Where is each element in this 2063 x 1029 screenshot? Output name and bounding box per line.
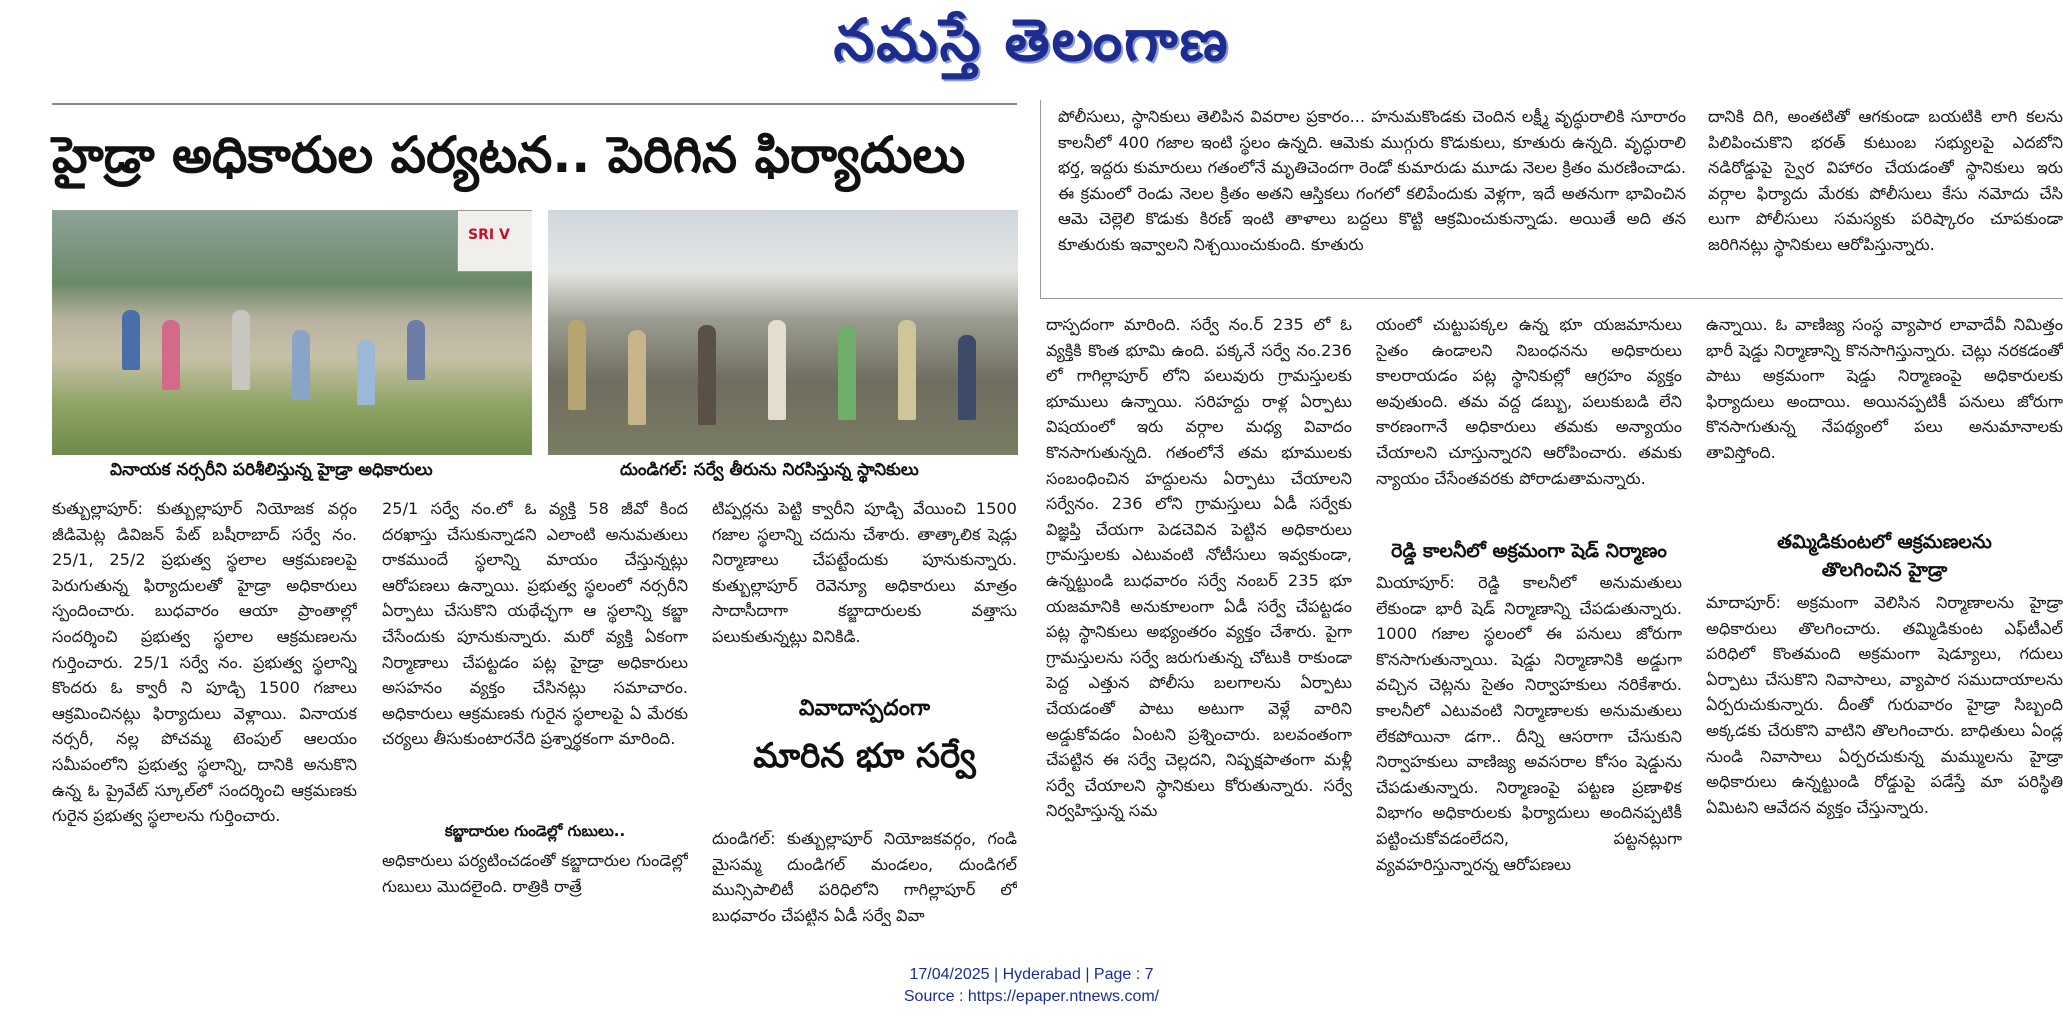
survey-headline: మారిన భూ సర్వే: [753, 736, 976, 776]
page-footer: [0, 964, 2063, 1008]
newspaper-logo: నమస్తే తెలంగాణ: [833, 6, 1230, 74]
nursery-signboard: SRI V: [457, 210, 532, 272]
survey-column-1: దుండిగల్: కుత్బుల్లాపూర్ నియోజకవర్గం, గండి మైసమ్మ దుండిగల్ మండలం, దుండిగల్ మున్సిపాలిటీ పరిధిలోని గాగిల్లాపూర్ లో బుధవారం చేపట్టిన ఏడీ సర్వే వివా: [712, 829, 1017, 925]
sub-heading-small: కబ్జాదారుల గుండెల్లో గుబులు..: [444, 822, 626, 840]
survey-kicker: వివాదాస్పదంగా: [798, 696, 931, 721]
continued-article-col1: పోలీసులు, స్థానికులు తెలిపిన వివరాల ప్రకారం... హనుమకొండకు చెందిన లక్ష్మీ వృద్ధురాలికి సూరారం కాలనీలో 400 గజాల ఇంటి స్థలం ఉన్నది. ఆమెకు ముగ్గురు కొడుకులు, కూతురు ఉన్నది. వృద్ధురాలి భర్త, ఇద్దరు కుమారులు గతంలోనే మృతిచెందగా రెండో కుమారుడు మూడు నెలల క్రితం మరణించాడు. ఈ క్రమంలో రెండు నెలల క్రితం అతని ఆస్తికలు గంగలో కలిపేందుకు వెళ్లగా, ఇదే అతనుగా భావించిన ఆమె చెల్లెలి కొడుకు కిరణ్ ఇంటి తాళాలు బద్దలు కొట్టి ఆక్రమించుకున్నాడు. అయితే అది తన కూతురుకు ఇవ్వాలని నిశ్చయించుకుంది. కూతురు: [1058, 107, 1686, 254]
survey-column-2: దాస్పదంగా మారింది. సర్వే నం.ర్ 235 లో ఓ వ్యక్తికి కొంత భూమి ఉంది. పక్కనే సర్వే నం.236 లో గాగిల్లాపూర్ లోని పలువురు గ్రామస్తులకు భూములు ఉన్నాయి. సరిహద్దు రాళ్ల ఏర్పాటు విషయంలో ఇరు వర్గాల మధ్య వివాదం కొనసాగుతున్నది. గతంలోనే తమ భూములకు సంబంధించిన హద్దులను ఏర్పాటు చేయాలని సర్వేనం. 236 లోని గ్రామస్తులు ఏడీ సర్వేకు విజ్ఞప్తి చేయగా పెడచెవిన పెట్టిన అధికారులు గ్రామస్తులకు ఎటువంటి నోటీసులు ఇవ్వకుండా, ఉన్నట్టుండి బుధవారం సర్వే నంబర్ 235 భూ యజమానికి అనుకూలంగా ఏడీ సర్వే చేపట్టడం పట్ల స్థానికులు అభ్యంతరం వ్యక్తం చేశారు. పైగా గ్రామస్తులను సర్వే జరుగుతున్న చోటుకి రాకుండా పెద్ద ఎత్తున పోలీసు బలగాలను ఏర్పాటు చేయడంతో పాటు అటుగా వెళ్లే వారిని అడ్డుకోవడం ఏంటని ప్రశ్నించారు. బలవంతంగా చేపట్టిన ఈ సర్వే చెల్లదని, నిష్పక్షపాతంగా మళ్లీ సర్వే చేయాలని స్థానికులు కోరుతున్నారు. సర్వే నిర్వహిస్తున్న సమ: [1046, 315, 1352, 821]
article-column-2b: అధికారులు పర్యటించడంతో కబ్జాదారుల గుండెల్లో గుబులు మొదలైంది. రాత్రికి రాత్రే: [382, 851, 688, 896]
photo-caption-1: వినాయక నర్సరీని పరిశీలిస్తున్న హైడ్రా అధికారులు: [110, 460, 433, 480]
article-headline: హైడ్రా అధికారుల పర్యటన.. పెరిగిన ఫిర్యాదులు: [52, 126, 966, 184]
photo-survey-protest: [548, 210, 1018, 455]
photo-caption-2: దుండిగల్: సర్వే తీరును నిరసిస్తున్న స్థానికులు: [620, 460, 919, 480]
divider: [52, 103, 1017, 105]
article-column-2: 25/1 సర్వే నం.లో ఓ వ్యక్తి 58 జీవో కింద దరఖాస్తు చేసుకున్నాడని ఎలాంటి అనుమతులు రాకముందే స్థలాన్ని మాయం చేస్తున్నట్లు ఆరోపణలు ఉన్నాయి. ప్రభుత్వ స్థలంలో నర్సరీని ఏర్పాటు చేసుకొని యథేచ్ఛగా ఆ స్థలాన్ని కబ్జా చేసేందుకు పూనుకున్నారు. మరో వ్యక్తి ఏకంగా నిర్మాణాలు చేపట్టడం పట్ల హైడ్రా అధికారులు అసహనం వ్యక్తం చేసినట్లు సమాచారం. అధికారులు ఆక్రమణకు గురైన స్థలాలపై ఏ మేరకు చర్యలు తీసుకుంటారనేది ప్రశ్నార్థకంగా మారింది.: [382, 499, 688, 749]
edition-info: 17/04/2025 | Hyderabad | Page : 7: [909, 966, 1154, 983]
shed-continued: ఉన్నాయి. ఓ వాణిజ్య సంస్థ వ్యాపార లావాదేవీ నిమిత్తం భారీ షెడ్డు నిర్మాణాన్ని కొనసాగిస్తున్నారు. చెట్లు నరకడంతో పాటు అక్రమంగా షెడ్డు నిర్మాణంపై అధికారులకు ఫిర్యాదులు అందాయి. అయినప్పటికీ పనులు జోరుగా కొనసాగుతున్న నేపథ్యంలో పలు అనుమానాలకు తావిస్తోంది.: [1706, 315, 2063, 462]
shed-headline: రెడ్డి కాలనీలో అక్రమంగా షెడ్ నిర్మాణం: [1391, 540, 1667, 562]
masthead: [0, 0, 2063, 90]
continued-article-col2: దానికి దిగి, అంతటితో ఆగకుండా బయటికి లాగి కలను పిలిపించుకొని భరత్ కుటుంబ సభ్యులపై ఎదబోని నడిరోడ్డుపై స్వైర విహారం చేయడంతో స్థానికులు ఇరు వర్గాల ఫిర్యాదు మేరకు పోలీసులు కేసు నమోదు చేసి లుగా పోలీసులు సమస్యకు పరిష్కారం చూపకుండా జరిగినట్లు స్థానికులు ఆరోపిస్తున్నారు.: [1708, 107, 2063, 254]
shed-body: మియాపూర్: రెడ్డి కాలనీలో అనుమతులు లేకుండా భారీ షెడ్ నిర్మాణాన్ని చేపడుతున్నారు. 1000 గజాల స్థలంలో ఈ పనులు జోరుగా కొనసాగుతున్నాయి. షెడ్డు నిర్మాణానికి అడ్డుగా వచ్చిన చెట్లను సైతం నిర్వాహకులు నరికేశారు. కాలనీలో ఎటువంటి నిర్మాణాలకు అనుమతులు లేకపోయినా డగా.. దీన్ని ఆసరాగా చేసుకుని నిర్వాహకులు వాణిజ్య అవసరాల కోసం షెడ్డును చేపడుతున్నారు. నిర్మాణంపై పట్టణ ప్రణాళిక విభాగం అధికారులకు ఫిర్యాదులు అందినప్పటికీ పట్టించుకోవడంలేదని, పట్టనట్లుగా వ్యవహరిస్తున్నారన్న ఆరోపణలు: [1376, 573, 1682, 874]
photo-nursery-inspection: [52, 210, 532, 455]
article-column-1: కుత్బుల్లాపూర్: కుత్బుల్లాపూర్ నియోజక వర్గం జీడిమెట్ల డివిజన్ పేట్ బషీరాబాద్ సర్వే నం. 25/1, 25/2 ప్రభుత్వ స్థలాల ఆక్రమణలపై పెరుగుతున్న ఫిర్యాదులతో హైడ్రా అధికారులు స్పందించారు. బుధవారం ఆయా ప్రాంతాల్లో సందర్శించి ప్రభుత్వ స్థలాల ఆక్రమణలను గుర్తించారు. 25/1 సర్వే నం. ప్రభుత్వ స్థలాన్ని కొందరు ఓ క్వారీ ని పూడ్చి 1500 గజాలు ఆక్రమించినట్లు ఫిర్యాదులు వెళ్లాయి. వినాయక నర్సరీ, నల్ల పోచమ్మ టెంపుల్ ఆలయం సమీపంలోని ప్రభుత్వ స్థలాన్ని, దానికి అనుకొని ఉన్న ఓ ప్రైవేట్ స్కూల్‌లో సందర్శించి ఆక్రమణకు గురైన ప్రభుత్వ స్థలాలను గుర్తించారు.: [52, 499, 357, 826]
article-column-3: టిప్పర్లను పెట్టి క్వారీని పూడ్చి వేయించి 1500 గజాల స్థలాన్ని చదును చేశారు. తాత్కాలిక షెడ్లు నిర్మాణాలు చేపట్టేందుకు పూనుకున్నారు. కుత్బుల్లాపూర్ రెవెన్యూ అధికారులు మాత్రం సాదాసీదాగా కబ్జాదారులకు వత్తాసు పలుకుతున్నట్లు వినికిడి.: [712, 499, 1017, 646]
source-link[interactable]: Source : https://epaper.ntnews.com/: [903, 988, 1160, 1005]
tammidi-headline: [1706, 528, 2063, 584]
tammidi-headline-line1: తమ్మిడికుంటలో ఆక్రమణలను: [1777, 531, 1992, 553]
tammidi-headline-line2: తొలగించిన హైడ్రా: [1821, 559, 1948, 581]
survey-column-3: యంలో చుట్టుపక్కల ఉన్న భూ యజమానులు సైతం ఉండాలని నిబంధనను అధికారులు కాలరాయడం పట్ల స్థానికుల్లో ఆగ్రహం వ్యక్తం అవుతుంది. తమ వద్ద డబ్బు, పలుకుబడి లేని కారణంగానే అధికారులు తమకు అన్యాయం చేయాలని చూస్తున్నారని ఆరోపించారు. తమకు న్యాయం చేసేంతవరకు పోరాడుతామన్నారు.: [1376, 315, 1682, 488]
tammidi-body: మాదాపూర్: అక్రమంగా వెలిసిన నిర్మాణాలను హైడ్రా అధికారులు తొలగించారు. తమ్మిడికుంట ఎఫ్‌టీఎల్ పరిధిలో కొంతమంది అక్రమంగా షెడ్యూలు, గదులు ఏర్పాటు చేసుకొని నివాసాలు, వ్యాపార సముదాయాలను ఏర్పరుచుకున్నారు. దీంతో గురువారం హైడ్రా సిబ్బంది అక్కడకు చేరుకొని వాటిని తొలగించారు. బాధితులు ఏండ్ల నుండి నివాసాలు ఏర్పరచుకున్న మమ్ములను హైడ్రా అధికారులు ఉన్నట్టుండి రోడ్డుపై పడేస్తే మా పరిస్థితి ఏమిటని ఆవేదన వ్యక్తం చేస్తున్నారు.: [1706, 593, 2063, 817]
